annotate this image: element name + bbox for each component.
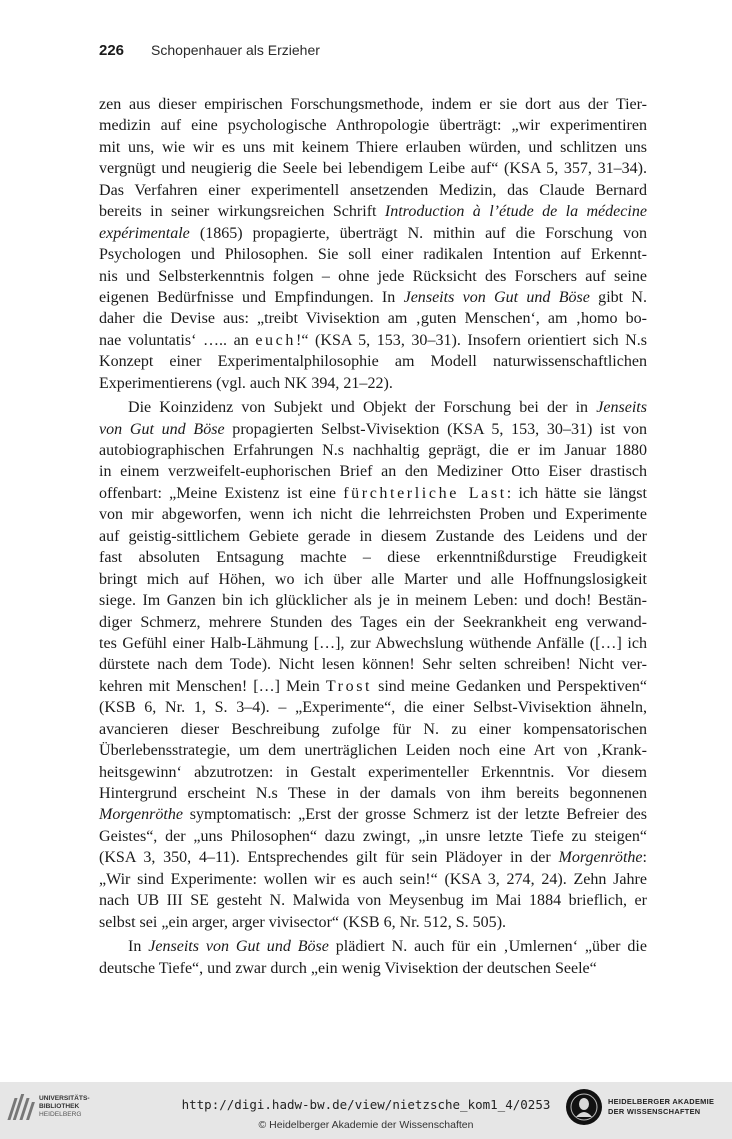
text-segment: Geistes“, der „uns Philosophen“ dazu zwingt, „in unsre letzte Tiefe zu steigen“	[99, 827, 647, 845]
text-line	[99, 180, 647, 201]
text-line	[99, 826, 647, 847]
text-line	[99, 740, 647, 761]
text-segment: selbst sei „ein arger, arger vivisector“ (KSB 6, Nr. 512, S. 505).	[99, 913, 507, 931]
text-segment: sind meine Gedanken und Perspektiven“	[372, 677, 647, 695]
text-segment: autobiographischen Erfahrungen N.s nachhaltig geprägt, die er im Januar 1880	[99, 442, 647, 459]
text-segment: symptomatisch: „Erst der grosse Schmerz ist der letzte Befreier des	[183, 806, 647, 824]
text-segment: daher die Devise aus: „treibt Vivisektion am ‚guten Menschen‘, am ‚homo bo-	[99, 310, 647, 328]
text-line	[99, 697, 647, 718]
library-logo-line3: HEIDELBERG	[39, 1111, 82, 1118]
spaced-segment: Trost	[325, 677, 373, 695]
text-segment: „Wir sind Experimente: wollen wir es auch sein!“ (KSA 3, 274, 24). Zehn Jahre	[99, 870, 647, 888]
text-line	[99, 569, 647, 590]
italic-segment: Introduction à l’étude de la médecine	[384, 203, 647, 221]
text-segment: deutsche Tiefe“, und zwar durch „ein wenig Vivisektion der deutschen Seele“	[99, 959, 597, 977]
page-number: 226	[99, 42, 125, 59]
text-segment: siege. Im Ganzen bin ich glücklicher als je in meinem Leben: und doch! Bestän-	[99, 592, 647, 610]
text-segment: !“ (KSA 5, 153, 30–31). Insofern orientiert sich N.s	[296, 331, 647, 349]
text-line	[99, 244, 647, 265]
text-line	[99, 612, 647, 633]
academy-logo-line2: DER WISSENSCHAFTEN	[608, 1107, 701, 1116]
text-segment: bereits in seiner wirkungsreichen Schrift	[99, 203, 385, 221]
text-segment: In	[128, 938, 149, 956]
text-line	[99, 223, 647, 244]
spaced-segment: fürchterliche Last	[343, 484, 507, 502]
running-title: Schopenhauer als Erzieher	[151, 42, 320, 58]
text-line	[99, 201, 647, 222]
text-segment: (1865) propagierte, überträgt N. mithin auf die Forschung von	[189, 224, 647, 242]
text-segment: : ich hätte sie längst	[506, 484, 647, 502]
text-segment: kehren mit Menschen! […] Mein	[99, 677, 326, 695]
text-segment: diger Schmerz, mehrere Stunden des Tages ein der Seekrankheit eng verwand-	[99, 613, 647, 631]
text-segment: Das Verfahren einer experimentell ansetzenden Medizin, das Claude Bernard	[99, 181, 647, 199]
italic-segment: Morgenröthe	[99, 806, 183, 824]
text-segment: nis und Selbsterkenntnis folgen – ohne jede Rücksicht des Forschers auf seine	[99, 267, 647, 285]
text-segment: plädiert N. auch für ein ‚Umlernen‘ „über die	[328, 938, 647, 956]
spaced-segment: euch	[255, 331, 297, 349]
text-line	[99, 847, 647, 868]
body-text	[99, 94, 647, 979]
library-logo-line1: UNIVERSITÄTS-	[39, 1095, 90, 1102]
text-line	[99, 869, 647, 890]
text-segment: heitsgewinn‘ abzutrotzen: in Gestalt experimenteller Erkenntnis. Vor diesem	[99, 763, 647, 781]
text-line	[99, 526, 647, 547]
italic-segment: von Gut und Böse	[99, 420, 225, 438]
academy-seal-icon	[566, 1089, 602, 1125]
text-segment: Hintergrund erscheint N.s These in der damals von ihm bereits begonnenen	[99, 785, 647, 802]
text-line	[99, 330, 647, 351]
text-segment: Experimentierens (vgl. auch NK 394, 21–22).	[99, 374, 393, 392]
text-segment: in einem verzweifelt-euphorischen Brief an den Mediziner Otto Eiser drastisch	[99, 463, 647, 481]
text-line	[99, 137, 647, 158]
text-line	[99, 308, 647, 329]
text-line	[99, 158, 647, 179]
text-line	[99, 440, 647, 461]
text-segment: gibt N.	[589, 288, 647, 306]
text-line	[99, 461, 647, 482]
text-line	[99, 483, 647, 504]
italic-segment: Jenseits von Gut und Böse	[403, 288, 590, 306]
text-line	[99, 266, 647, 287]
text-segment: vergnügt und neugierig die Seele bei lebendigem Leibe auf“ (KSA 5, 357, 31–34).	[99, 160, 647, 178]
footer-url-link[interactable]: http://digi.hadw-bw.de/view/nietzsche_kom1_4/0253	[181, 1097, 551, 1112]
text-line	[99, 762, 647, 783]
page-header	[99, 42, 646, 64]
text-line	[99, 547, 647, 568]
footer-bar	[0, 1082, 732, 1139]
text-line	[99, 287, 647, 308]
text-line	[99, 397, 647, 418]
text-segment: (KSB 6, Nr. 1, S. 3–4). – „Experimente“, die einer Selbst-Vivisektion ähneln,	[99, 699, 647, 717]
text-segment: tes Gefühl einer Halb-Lähmung […], zur Abwechslung wüthende Anfälle ([…] ich	[99, 634, 647, 652]
italic-segment: expérimentale	[99, 224, 190, 242]
text-line	[99, 654, 647, 675]
text-segment: Die Koinzidenz von Subjekt und Objekt der Forschung bei der in	[128, 399, 597, 417]
italic-segment: Jenseits	[596, 399, 647, 417]
text-line	[99, 115, 647, 136]
text-segment: von mir abgeworfen, wenn ich nicht die lehrreichsten Proben und Experimente	[99, 506, 647, 524]
text-line	[99, 504, 647, 525]
text-line	[99, 958, 647, 979]
text-line	[99, 912, 647, 933]
text-segment: auf geistig-sittlichem Gebiete gerade in diesem Zustande des Leidens und der	[99, 527, 647, 545]
text-segment: Psychologen und Philosophen. Sie soll einer radikalen Intention auf Erkennt-	[99, 246, 647, 264]
text-segment: avancieren dieser Beschreibung zufolge für N. zu einer kompensatorischen	[99, 720, 647, 738]
text-line	[99, 373, 647, 394]
text-line	[99, 719, 647, 740]
italic-segment: Morgenröthe	[558, 849, 643, 867]
footer-copyright: © Heidelberger Akademie der Wissenschaften	[258, 1119, 474, 1131]
text-segment: propagierten Selbst-Vivisektion (KSA 5, 153, 30–31) ist von	[224, 420, 647, 438]
text-line	[99, 590, 647, 611]
text-line	[99, 94, 647, 115]
text-segment: nae voluntatis‘ ….. an	[99, 331, 256, 349]
text-line	[99, 936, 647, 957]
text-line	[99, 804, 647, 825]
text-segment: Überlebensstrategie, um dem unerträglichen Leiden noch eine Art von ‚Krank-	[99, 742, 647, 760]
text-segment: mit uns, wie wir es uns mit keinem Thiere erlauben würden, und schlitzen uns	[99, 138, 647, 156]
text-segment: Konzept einer Experimentalphilosophie am Modell naturwissenschaftlichen	[99, 353, 647, 371]
academy-logo-line1: HEIDELBERGER AKADEMIE	[608, 1097, 715, 1106]
text-line	[99, 783, 647, 804]
text-segment: offenbart: „Meine Existenz ist eine	[99, 484, 344, 502]
text-segment: nach UB III SE gesteht N. Malwida von Meysenbug im Mai 1884 brieflich, er	[99, 892, 647, 910]
library-logo-line2: BIBLIOTHEK	[39, 1103, 80, 1110]
text-line	[99, 890, 647, 911]
text-segment: eigenen Bedürfnisse und Empfindungen. In	[99, 288, 404, 306]
text-segment: bringt mich auf Höhen, wo ich über alle Marter und alle Hoffnungslosigkeit	[99, 570, 647, 588]
text-line	[99, 419, 647, 440]
text-segment: fast absoluten Entsagung machte – diese erkenntnißdurstige Freudigkeit	[99, 549, 647, 567]
text-line	[99, 676, 647, 697]
italic-segment: Jenseits von Gut und Böse	[148, 938, 329, 956]
academy-logo[interactable]	[566, 1089, 714, 1125]
text-line	[99, 351, 647, 372]
text-segment: medizin auf eine psychologische Anthropologie überträgt: „wir experimentiren	[99, 117, 647, 135]
text-line	[99, 633, 647, 654]
text-segment: zen aus dieser empirischen Forschungsmethode, indem er sie dort aus der Tier-	[99, 96, 647, 113]
text-segment: (KSA 3, 350, 4–11). Entsprechendes gilt für sein Plädoyer in der	[99, 849, 559, 867]
text-segment: dürstete nach dem Tode). Nicht lesen können! Sehr selten schreiben! Nicht ver-	[99, 656, 647, 674]
text-segment: :	[642, 849, 647, 867]
